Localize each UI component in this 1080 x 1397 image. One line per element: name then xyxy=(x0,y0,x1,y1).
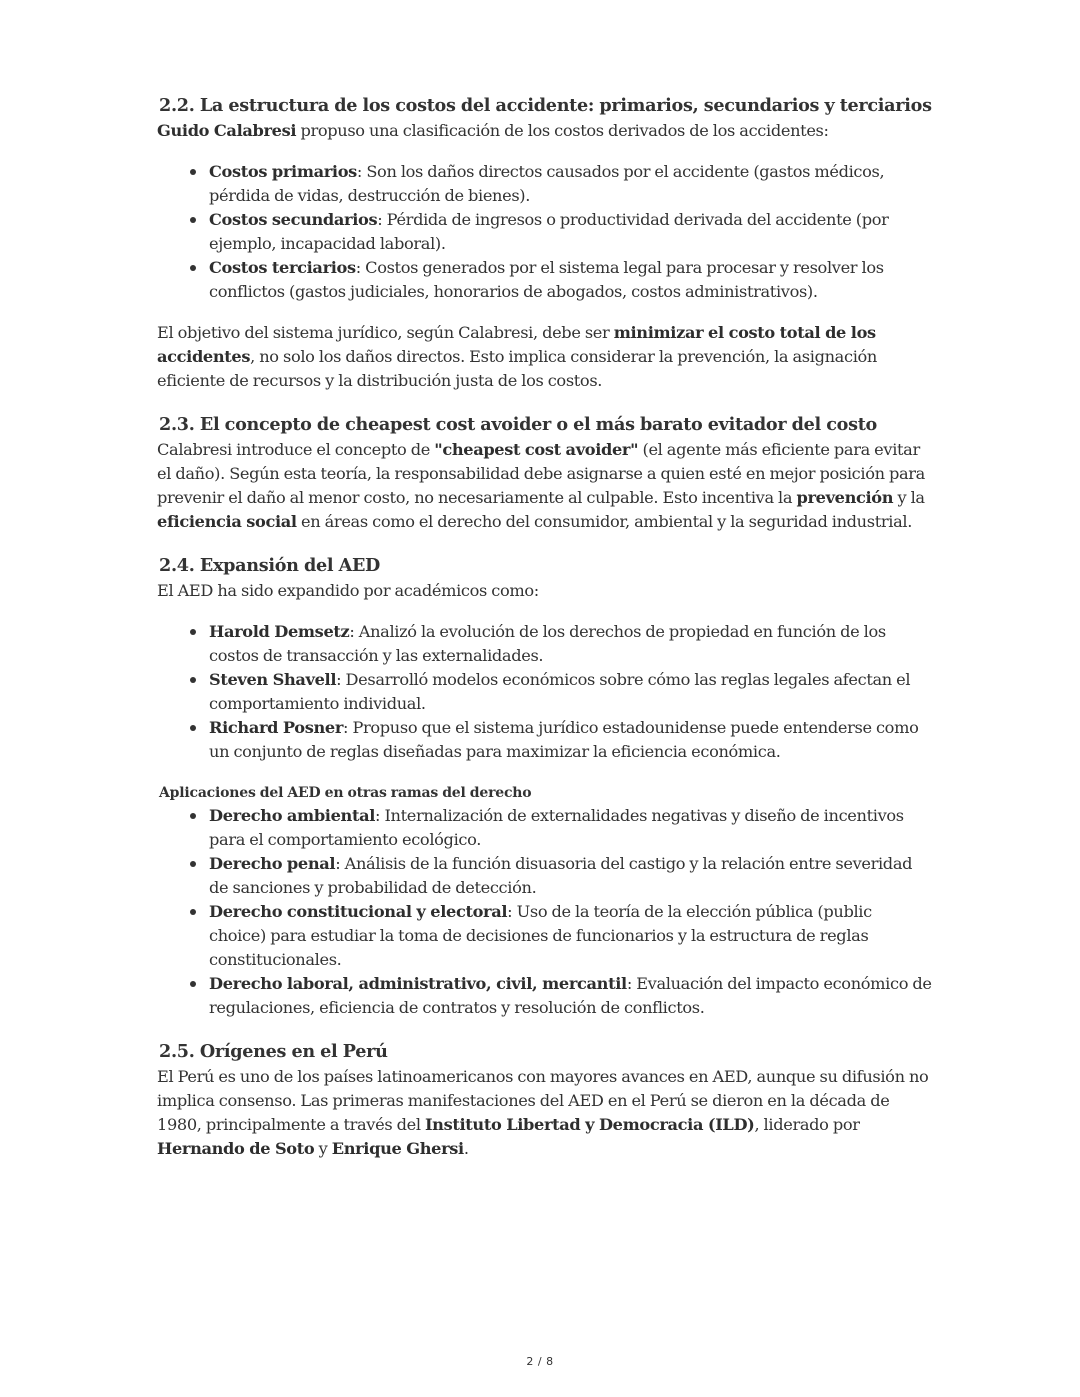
section-2-4-intro: El AED ha sido expandido por académicos como: xyxy=(157,581,539,600)
list-item-text: : Uso de la teoría de la elección pública (public choice) para estudiar la toma de decisiones de funcionarios y la estructura de reglas constitucionales. xyxy=(209,902,872,969)
list-item-text: : Internalización de externalidades negativas y diseño de incentivos para el comportamiento ecológico. xyxy=(209,806,904,849)
text-run: (el agente más eficiente para evitar el daño). Según esta teoría, la responsabilidad debe asignarse a quien esté en mejor posición para prevenir el daño al menor costo, no necesariamente al culpable. Esto incentiva la xyxy=(157,440,925,507)
list-item xyxy=(157,620,932,668)
intro-text: propuso una clasificación de los costos derivados de los accidentes: xyxy=(296,121,829,140)
text-run: , liderado por xyxy=(754,1115,860,1134)
list-item xyxy=(157,900,932,972)
section-2-2-intro xyxy=(157,119,932,143)
text-run: El objetivo del sistema jurídico, según Calabresi, debe ser xyxy=(157,323,614,342)
list-item-text: : Son los daños directos causados por el accidente (gastos médicos, pérdida de vidas, destrucción de bienes). xyxy=(209,162,885,205)
list-item xyxy=(157,208,932,256)
list-item xyxy=(157,972,932,1020)
list-item-term: Derecho constitucional y electoral xyxy=(209,902,508,921)
text-run: El Perú es uno de los países latinoamericanos con mayores avances en AED, aunque su difusión no implica consenso. Las primeras manifestaciones del AED en el Perú se dieron en la década de 1980, principalmente a través del xyxy=(157,1067,929,1134)
cost-types-list xyxy=(157,160,932,304)
bold-term: Instituto Libertad y Democracia (ILD) xyxy=(424,1115,755,1134)
list-item-term: Steven Shavell xyxy=(209,670,337,689)
list-item-text: : Desarrolló modelos económicos sobre cómo las reglas legales afectan el comportamiento individual. xyxy=(209,670,911,713)
page-indicator: 2 / 8 xyxy=(526,1355,554,1368)
applications-list xyxy=(157,804,932,1020)
list-item-text: : Costos generados por el sistema legal para procesar y resolver los conflictos (gastos judiciales, honorarios de abogados, costos administrativos). xyxy=(209,258,884,301)
subheading-applications: Aplicaciones del AED en otras ramas del derecho xyxy=(159,785,532,801)
scholars-list xyxy=(157,620,932,764)
section-2-2-closing xyxy=(157,321,932,393)
bold-term: prevención xyxy=(796,488,894,507)
list-item-term: Costos primarios xyxy=(209,162,357,181)
list-item-term: Derecho penal xyxy=(209,854,336,873)
list-item xyxy=(157,852,932,900)
list-item xyxy=(157,668,932,716)
list-item-term: Derecho laboral, administrativo, civil, mercantil xyxy=(209,974,627,993)
section-heading-2-3: 2.3. El concepto de cheapest cost avoider o el más barato evitador del costo xyxy=(159,414,877,435)
bold-term: "cheapest cost avoider" xyxy=(434,440,639,459)
section-2-3-paragraph xyxy=(157,438,932,534)
list-item-term: Costos secundarios xyxy=(209,210,378,229)
text-run: , no solo los daños directos. Esto implica considerar la prevención, la asignación eficiente de recursos y la distribución justa de los costos. xyxy=(157,347,877,390)
list-item-text: : Evaluación del impacto económico de regulaciones, eficiencia de contratos y resolución de conflictos. xyxy=(209,974,932,1017)
list-item xyxy=(157,160,932,208)
section-heading-2-4: 2.4. Expansión del AED xyxy=(159,555,381,576)
list-item-text: : Análisis de la función disuasoria del castigo y la relación entre severidad de sanciones y probabilidad de detección. xyxy=(209,854,913,897)
bold-term: Enrique Ghersi xyxy=(331,1139,464,1158)
text-run: y xyxy=(314,1139,332,1158)
document-page xyxy=(157,93,932,1161)
list-item-text: : Propuso que el sistema jurídico estadounidense puede entenderse como un conjunto de reglas diseñadas para maximizar la eficiencia económica. xyxy=(209,718,919,761)
bold-term: eficiencia social xyxy=(157,512,297,531)
section-2-5-paragraph xyxy=(157,1065,932,1161)
bold-term: minimizar el costo total de los accidentes xyxy=(157,323,876,366)
list-item xyxy=(157,716,932,764)
list-item-text: : Analizó la evolución de los derechos de propiedad en función de los costos de transacción y las externalidades. xyxy=(209,622,886,665)
bold-term: Hernando de Soto xyxy=(157,1139,315,1158)
list-item xyxy=(157,256,932,304)
text-run: Calabresi introduce el concepto de xyxy=(157,440,435,459)
list-item xyxy=(157,804,932,852)
list-item-term: Derecho ambiental xyxy=(209,806,376,825)
list-item-text: : Pérdida de ingresos o productividad derivada del accidente (por ejemplo, incapacidad laboral). xyxy=(209,210,889,253)
bold-term: Guido Calabresi xyxy=(157,121,297,140)
section-heading-2-5: 2.5. Orígenes en el Perú xyxy=(159,1041,388,1062)
list-item-term: Richard Posner xyxy=(209,718,344,737)
section-heading-2-2: 2.2. La estructura de los costos del accidente: primarios, secundarios y terciarios xyxy=(159,95,932,116)
text-run: en áreas como el derecho del consumidor, ambiental y la seguridad industrial. xyxy=(296,512,913,531)
list-item-term: Harold Demsetz xyxy=(209,622,350,641)
text-run: y la xyxy=(893,488,925,507)
text-run: . xyxy=(463,1139,469,1158)
list-item-term: Costos terciarios xyxy=(209,258,356,277)
